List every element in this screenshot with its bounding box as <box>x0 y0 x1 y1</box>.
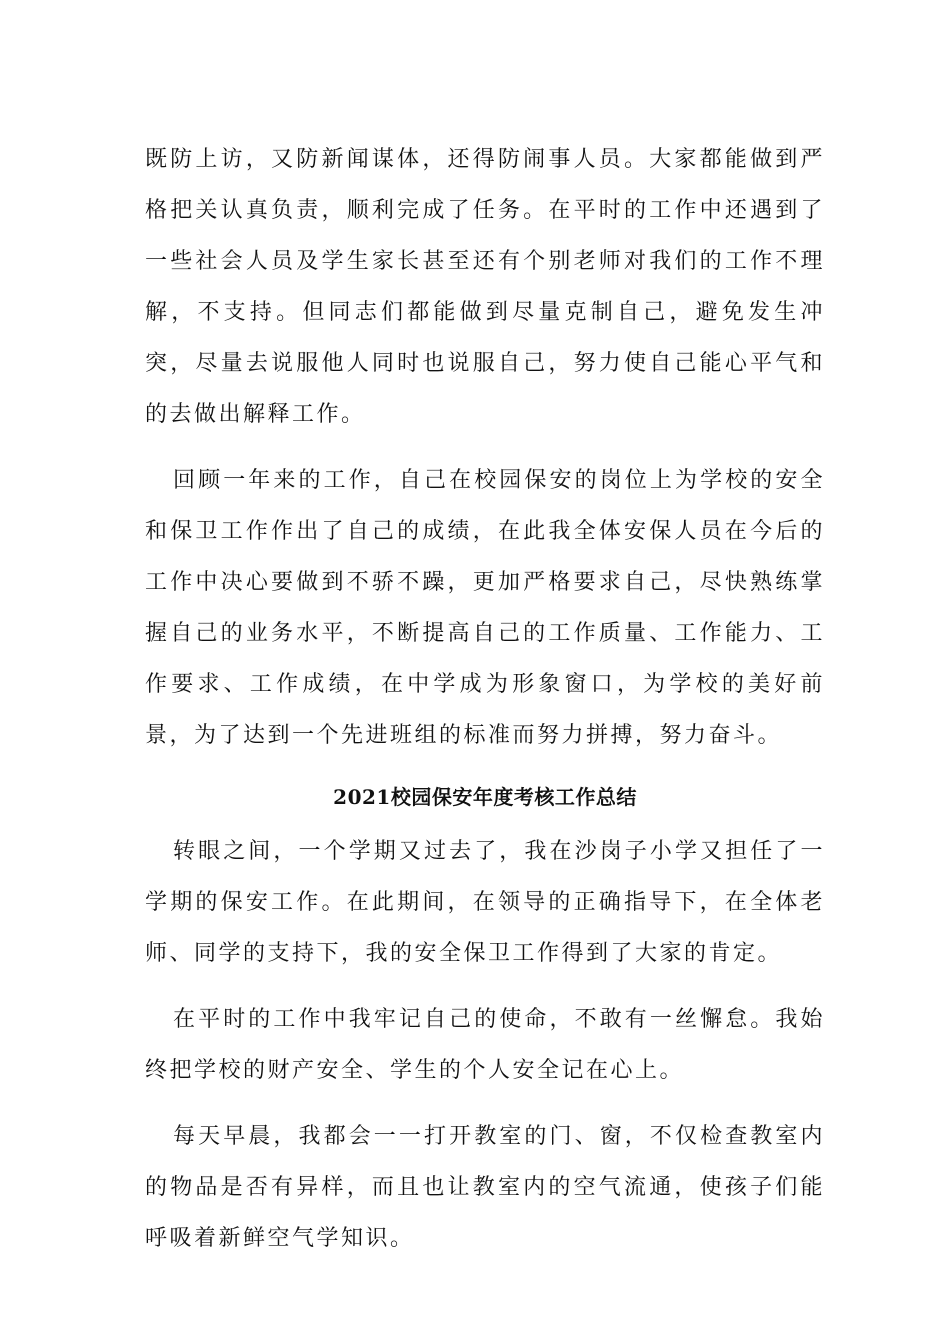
paragraph-continuation: 既防上访，又防新闻谋体，还得防闹事人员。大家都能做到严格把关认真负责，顺利完成了任务。在平时的工作中还遇到了一些社会人员及学生家长甚至还有个别老师对我们的工作不理解，不支持。但同志们都能做到尽量克制自己，避免发生冲突，尽量去说服他人同时也说服自己，努力使自己能心平气和的去做出解释工作。 <box>145 147 825 427</box>
section-title: 2021校园保安年度考核工作总结 <box>333 785 637 809</box>
paragraph-mission: 在平时的工作中我牢记自己的使命，不敢有一丝懈怠。我始终把学校的财产安全、学生的个人安全记在心上。 <box>145 1007 825 1083</box>
paragraph-intro: 转眼之间，一个学期又过去了，我在沙岗子小学又担任了一学期的保安工作。在此期间，在领导的正确指导下，在全体老师、同学的支持下，我的安全保卫工作得到了大家的肯定。 <box>145 839 825 966</box>
paragraph-morning: 每天早晨，我都会一一打开教室的门、窗，不仅检查教室内的物品是否有异样，而且也让教室内的空气流通，使孩子们能呼吸着新鲜空气学知识。 <box>145 1124 825 1251</box>
document-page <box>145 134 825 1264</box>
paragraph-review: 回顾一年来的工作，自己在校园保安的岗位上为学校的安全和保卫工作作出了自己的成绩，在此我全体安保人员在今后的工作中决心要做到不骄不躁，更加严格要求自己，尽快熟练掌握自己的业务水平，不断提高自己的工作质量、工作能力、工作要求、工作成绩，在中学成为形象窗口，为学校的美好前景，为了达到一个先进班组的标准而努力拼搏，努力奋斗。 <box>145 468 825 748</box>
